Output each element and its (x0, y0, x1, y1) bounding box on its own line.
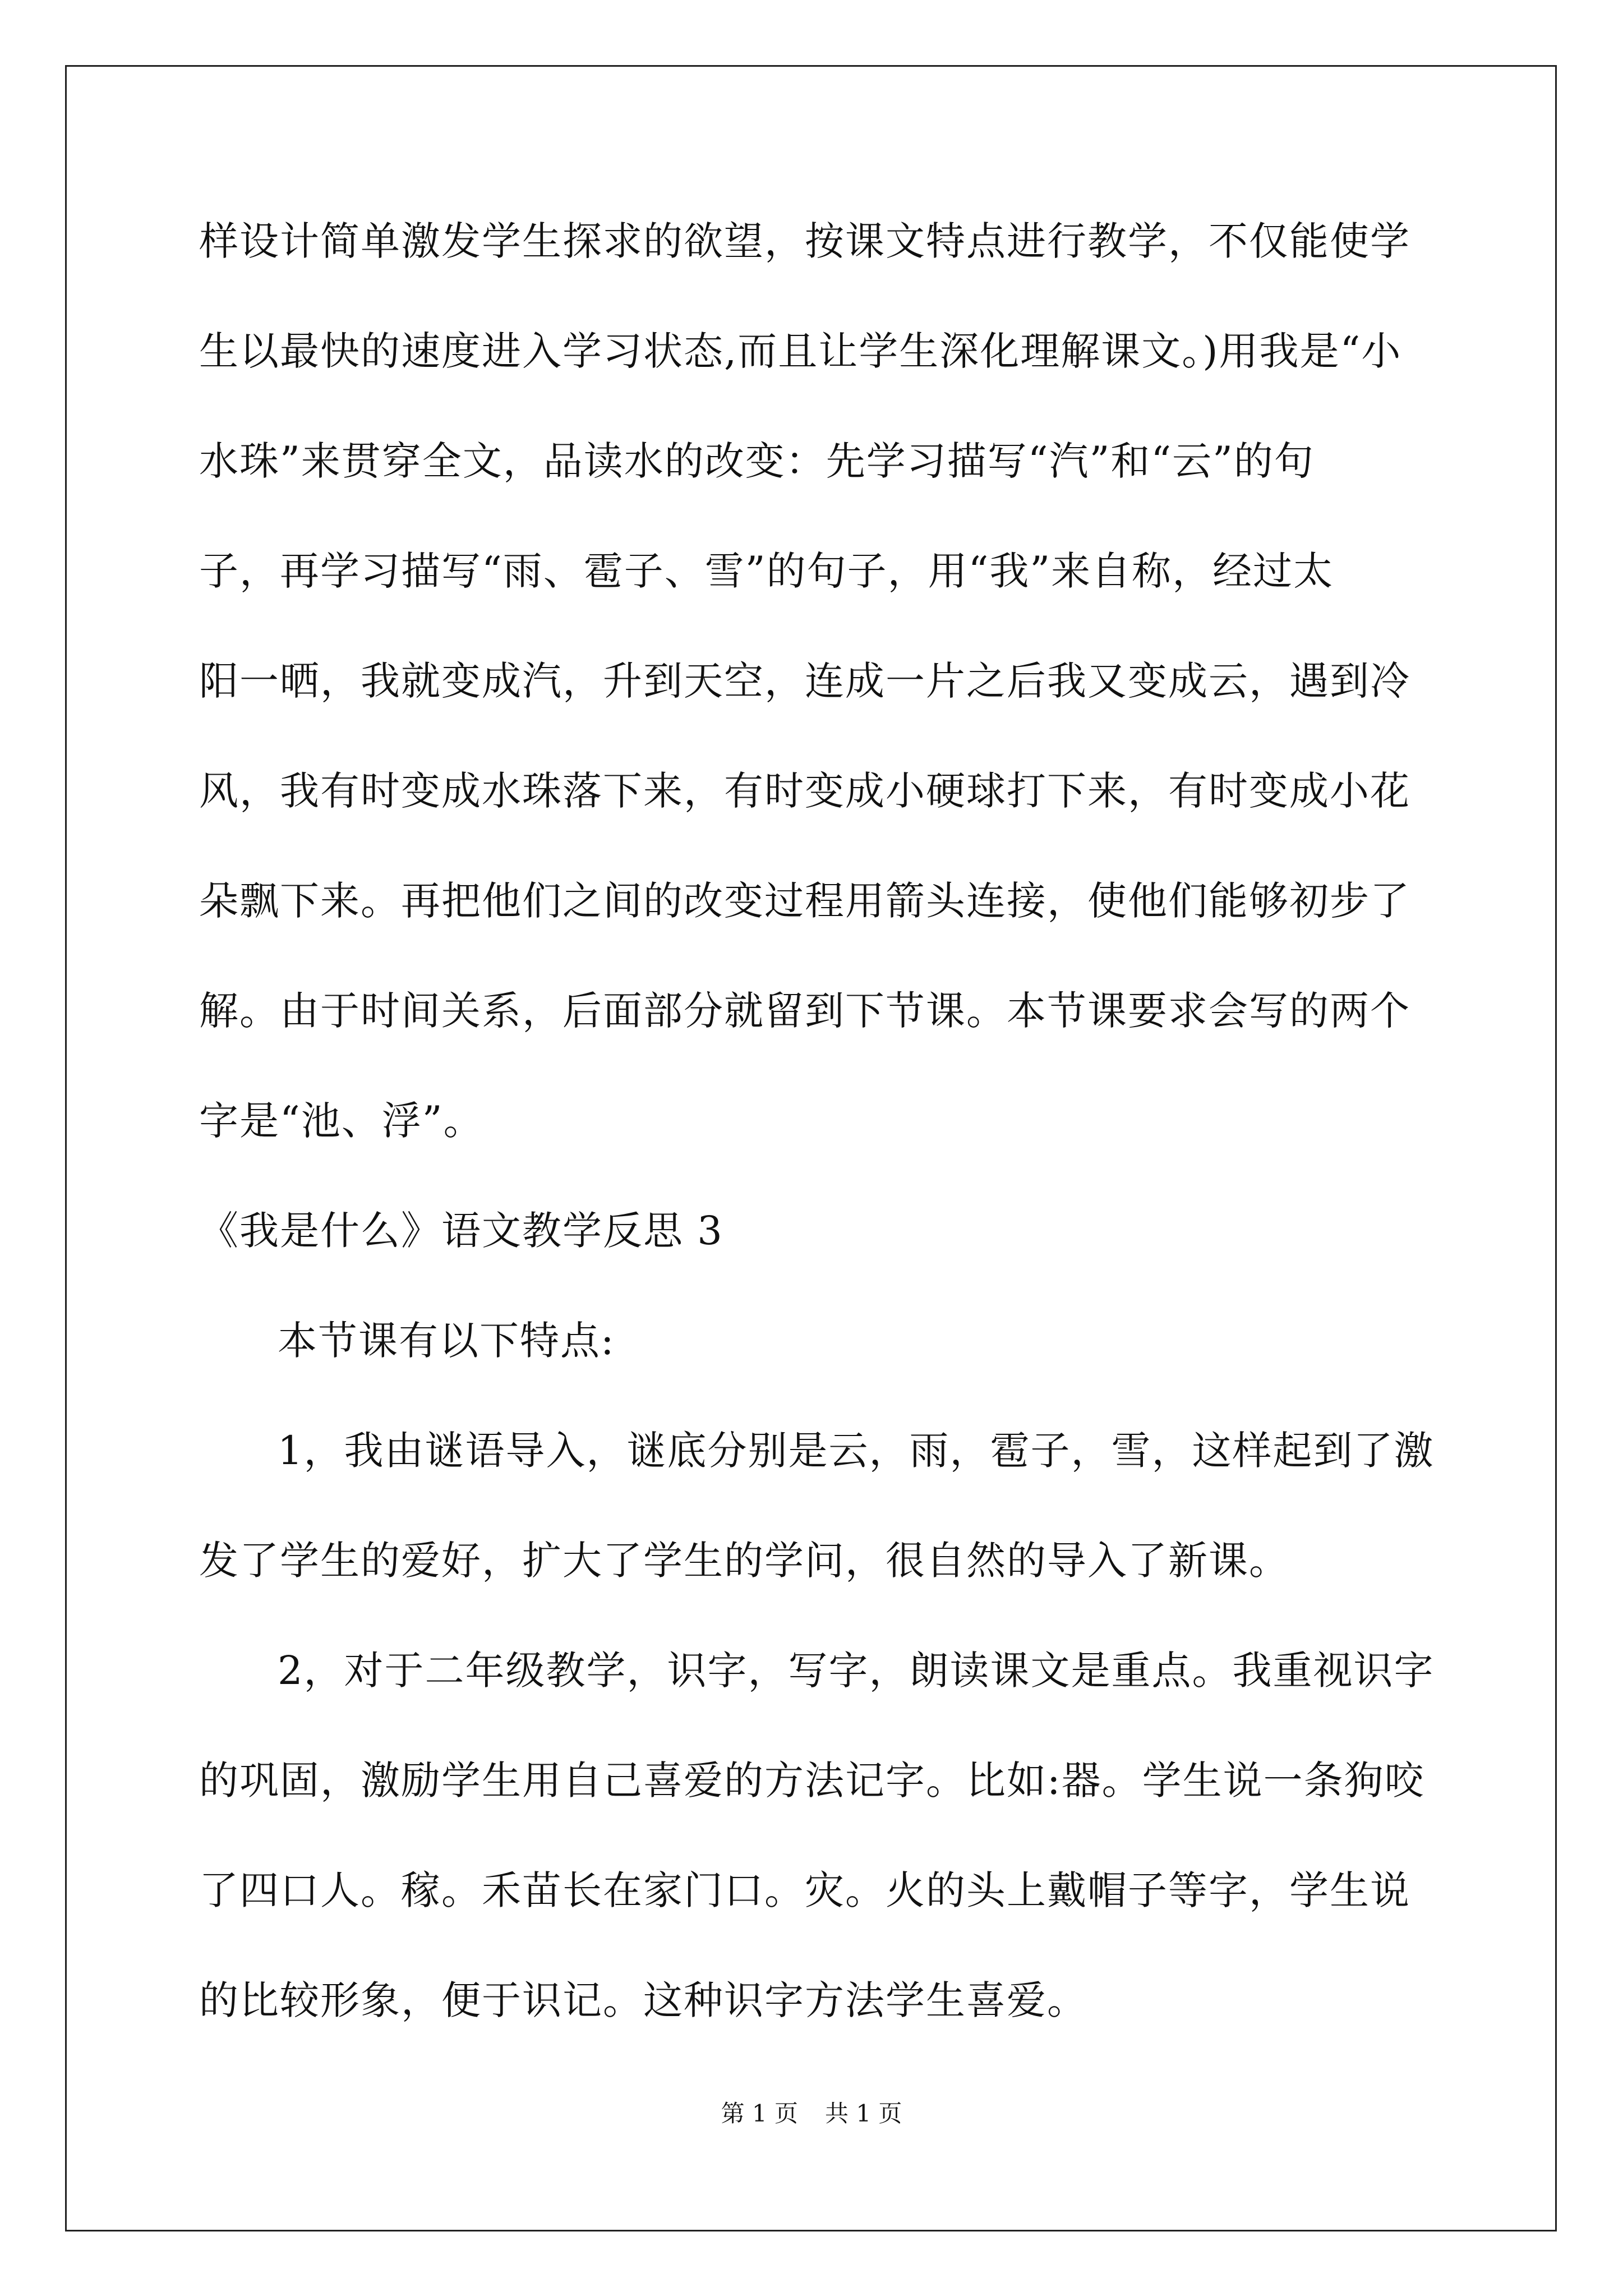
text-line: 生以最快的速度进入学习状态,而且让学生深化理解课文。)用我是“小 (199, 328, 1402, 374)
text-line: 2，对于二年级教学，识字，写字，朗读课文是重点。我重视识字 (278, 1648, 1435, 1694)
text-line: 风，我有时变成水珠落下来，有时变成小硬球打下来，有时变成小花 (199, 768, 1410, 814)
text-line: 水珠”来贯穿全文，品读水的改变：先学习描写“汽”和“云”的句 (199, 438, 1315, 484)
text-line: 了四口人。稼。禾苗长在家门口。灾。火的头上戴帽子等字，学生说 (199, 1867, 1410, 1913)
text-line: 朵飘下来。再把他们之间的改变过程用箭头连接，使他们能够初步了 (199, 878, 1410, 924)
text-line: 子，再学习描写“雨、雹子、雪”的句子，用“我”来自称，经过太 (199, 548, 1334, 594)
page-footer (0, 2097, 1623, 2131)
text-line: 本节课有以下特点: (278, 1318, 615, 1364)
page-number-current: 第 1 页 (721, 2100, 798, 2127)
section-heading: 《我是什么》语文教学反思 3 (199, 1208, 723, 1254)
page-number-total: 共 1 页 (825, 2100, 902, 2127)
text-line: 解。由于时间关系，后面部分就留到下节课。本节课要求会写的两个 (199, 988, 1410, 1034)
text-line: 发了学生的爱好，扩大了学生的学问，很自然的导入了新课。 (199, 1538, 1289, 1584)
text-line: 阳一晒，我就变成汽，升到天空，连成一片之后我又变成云，遇到冷 (199, 658, 1410, 704)
text-line: 字是“池、浮”。 (199, 1098, 484, 1144)
text-line: 的巩固，激励学生用自己喜爱的方法记字。比如:器。学生说一条狗咬 (199, 1757, 1425, 1803)
text-line: 的比较形象，便于识记。这种识字方法学生喜爱。 (199, 1977, 1087, 2023)
document-body (199, 213, 1435, 2082)
text-line: 1，我由谜语导入，谜底分别是云，雨，雹子，雪，这样起到了激 (278, 1428, 1435, 1474)
text-line: 样设计简单激发学生探求的欲望，按课文特点进行教学，不仅能使学 (199, 218, 1410, 264)
